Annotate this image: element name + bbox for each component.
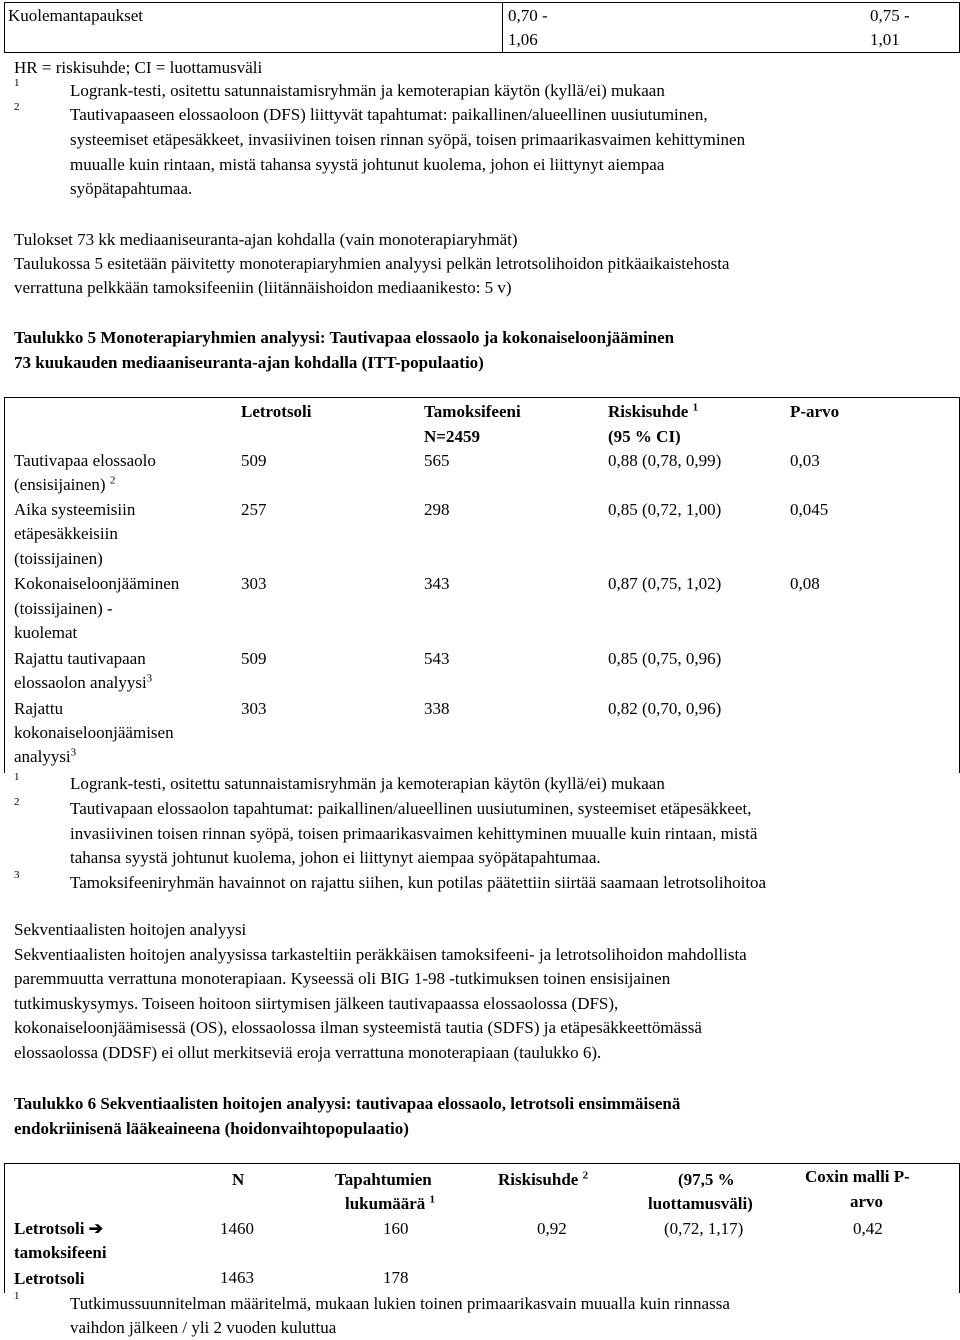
header-n: N (232, 1170, 245, 1189)
header-tapahtumien: Tapahtumien (335, 1170, 432, 1189)
section-heading: Tulokset 73 kk mediaaniseuranta-ajan kohdalla (vain monoterapiaryhmät) (14, 230, 518, 249)
top-table-label: Kuolemantapaukset (8, 6, 144, 25)
section-heading: Sekventiaalisten hoitojen analyysi (14, 920, 247, 939)
footnote-text-line: muualle kuin rintaan, mistä tahansa syystä johtunut kuolema, johon ei liittynyt aiempaa (70, 155, 665, 174)
row-label-line: (toissijainen) (14, 549, 103, 568)
row-label-line: Rajattu tautivapaan (14, 649, 146, 668)
row-label-line: Aika systeemisiin (14, 500, 136, 519)
footnote-number: 1 (14, 771, 20, 783)
footnote-number: 2 (14, 796, 20, 808)
cell-n: 1463 (220, 1268, 254, 1287)
footnote-text-line: Tautivapaaseen elossaoloon (DFS) liittyvät tapahtumat: paikallinen/alueellinen uusiutuminen, (70, 105, 708, 124)
cell-ci: (0,72, 1,17) (664, 1219, 744, 1238)
footnote-text-line: syöpätapahtumaa. (70, 179, 193, 198)
row-label-line: (toissijainen) - (14, 599, 113, 618)
cell-letrotsoli: 509 (241, 451, 267, 470)
header-p-arvo: P-arvo (790, 402, 840, 421)
cell-tamoksifeeni: 338 (424, 699, 450, 718)
footnote-text-line: vaihdon jälkeen / yli 2 vuoden kuluttua (70, 1318, 337, 1337)
footnote-text: Logrank-testi, ositettu satunnaistamisryhmän ja kemoterapian käytön (kyllä/ei) mukaan (70, 774, 665, 793)
paragraph-line: tutkimuskysymys. Toiseen hoitoon siirtymisen jälkeen tautivapaassa elossaolossa (DFS), (14, 994, 619, 1013)
cell-tamoksifeeni: 343 (424, 574, 450, 593)
cell-p: 0,03 (790, 451, 820, 470)
paragraph-line: Sekventiaalisten hoitojen analyysissa tarkasteltiin peräkkäisen tamoksifeeni- ja letrotsolihoidon mahdollista (14, 945, 747, 964)
top-table-col3-line1: 0,75 - (870, 6, 910, 25)
table-caption-line: endokriinisenä lääkeaineena (hoidonvaihtopopulaatio) (14, 1119, 409, 1138)
table-caption-line: 73 kuukauden mediaaniseuranta-ajan kohdalla (ITT-populaatio) (14, 353, 484, 372)
footnote-text: Logrank-testi, ositettu satunnaistamisryhmän ja kemoterapian käytön (kyllä/ei) mukaan (70, 81, 665, 100)
row-label-line: elossaolon analyysi$^3$ (14, 672, 153, 692)
cell-hr: 0,85 (0,75, 0,96) (608, 649, 722, 668)
row-label-line: Rajattu (14, 699, 64, 718)
header-ci: (97,5 % (678, 1170, 735, 1189)
header-riskisuhde: Riskisuhde $^2$ (498, 1169, 589, 1189)
top-table-col2-line1: 0,70 - (508, 6, 548, 25)
footnote-text-line: tahansa syystä johtunut kuolema, johon ei liittynyt aiempaa syöpätapahtumaa. (70, 848, 601, 867)
row-label-line: (ensisijainen) $^2$ (14, 474, 116, 494)
row-label-line: Letrotsoli ➔ (14, 1219, 104, 1238)
cell-hr: 0,87 (0,75, 1,02) (608, 574, 722, 593)
cell-p: 0,045 (790, 500, 829, 519)
cell-letrotsoli: 257 (241, 500, 267, 519)
row-label-line: Letrotsoli (14, 1269, 85, 1288)
footnote-text: Tamoksifeeniryhmän havainnot on rajattu siihen, kun potilas päätettiin siirtää saamaan letrotsolihoitoa (70, 873, 767, 892)
footnote-text-line: Tautivapaan elossaolon tapahtumat: paikallinen/alueellinen uusiutuminen, systeemiset etäpesäkkeet, (70, 799, 752, 818)
row-label-line: kuolemat (14, 623, 78, 642)
row-label-line: kokonaiseloonjäämisen (14, 723, 174, 742)
footnote-text-line: Tutkimussuunnitelman määritelmä, mukaan lukien toinen primaarikasvain muualla kuin rinnassa (70, 1294, 730, 1313)
cell-hr: 0,92 (537, 1219, 567, 1238)
row-label-line: etäpesäkkeisiin (14, 524, 118, 543)
cell-tamoksifeeni: 543 (424, 649, 450, 668)
header-ci-2: luottamusväli) (648, 1194, 753, 1213)
header-riskisuhde: Riskisuhde $^1$ (608, 401, 699, 421)
table-caption-line: Taulukko 5 Monoterapiaryhmien analyysi: Tautivapaa elossaolo ja kokonaiseloonjääminen (14, 328, 675, 347)
cell-n: 1460 (220, 1219, 254, 1238)
table-caption-line: Taulukko 6 Sekventiaalisten hoitojen analyysi: tautivapaa elossaolo, letrotsoli ensimmäisenä (14, 1094, 681, 1113)
cell-hr: 0,82 (0,70, 0,96) (608, 699, 722, 718)
cell-events: 178 (383, 1268, 409, 1287)
header-coxin: Coxin malli P- (805, 1167, 910, 1186)
cell-p: 0,08 (790, 574, 820, 593)
header-lukumaara: lukumäärä $^1$ (345, 1193, 436, 1213)
top-table-col2-line2: 1,06 (508, 30, 538, 49)
cell-hr: 0,85 (0,72, 1,00) (608, 500, 722, 519)
top-table-col3-line2: 1,01 (870, 30, 900, 49)
footnote-number: 1 (14, 1290, 20, 1302)
cell-hr: 0,88 (0,78, 0,99) (608, 451, 722, 470)
cell-p: 0,42 (853, 1219, 883, 1238)
cell-tamoksifeeni: 565 (424, 451, 450, 470)
arrow-right-icon: ➔ (88, 1219, 104, 1238)
paragraph-line: elossaolossa (DDSF) ei ollut merkitseviä eroja verrattuna monoterapiaan (taulukko 6). (14, 1043, 602, 1062)
header-tamoksifeeni: Tamoksifeeni (424, 402, 521, 421)
cell-letrotsoli: 509 (241, 649, 267, 668)
paragraph-line: kokonaiseloonjäämisessä (OS), elossaolossa ilman systeemistä tautia (SDFS) ja etäpesäkkeettömässä (14, 1018, 702, 1037)
paragraph-line: Taulukossa 5 esitetään päivitetty monoterapiaryhmien analyysi pelkän letrotsolihoidon pitkäaikaistehosta (14, 254, 730, 273)
cell-events: 160 (383, 1219, 409, 1238)
row-label-line: tamoksifeeni (14, 1243, 107, 1262)
row-label-line: Kokonaiseloonjääminen (14, 574, 180, 593)
footnote-number: 1 (14, 77, 20, 89)
footnote-number: 3 (14, 869, 20, 881)
abbreviations-note: HR = riskisuhde; CI = luottamusväli (14, 58, 263, 77)
footnote-text-line: invasiivinen toisen rinnan syöpä, toisen primaarikasvaimen kehittyminen muualle kuin rintaan, mistä (70, 824, 758, 843)
header-tamoksifeeni-n: N=2459 (424, 427, 480, 446)
row-label-line: Tautivapaa elossaolo (14, 451, 156, 470)
footnote-text-line: systeemiset etäpesäkkeet, invasiivinen toisen rinnan syöpä, toisen primaarikasvaimen kehittyminen (70, 130, 746, 149)
footnote-number: 2 (14, 101, 20, 113)
cell-letrotsoli: 303 (241, 574, 267, 593)
cell-letrotsoli: 303 (241, 699, 267, 718)
paragraph-line: paremmuutta verrattuna monoterapiaan. Kyseessä oli BIG 1-98 -tutkimuksen toinen ensisijainen (14, 969, 671, 988)
cell-tamoksifeeni: 298 (424, 500, 450, 519)
header-riskisuhde-ci: (95 % CI) (608, 427, 681, 446)
row-label-line: analyysi$^3$ (14, 746, 77, 766)
paragraph-line: verrattuna pelkkään tamoksifeeniin (liitännäishoidon mediaanikesto: 5 v) (14, 278, 512, 297)
header-coxin-2: arvo (850, 1192, 884, 1211)
header-letrotsoli: Letrotsoli (241, 402, 312, 421)
